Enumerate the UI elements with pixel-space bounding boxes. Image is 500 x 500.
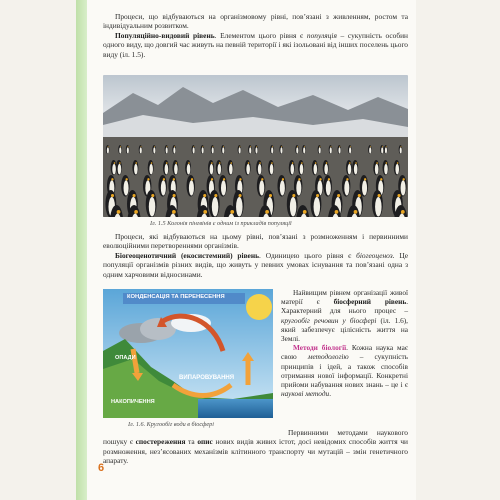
- text-block-top: [103, 12, 408, 59]
- text-block-bottom: [103, 428, 408, 466]
- page-margin-band: [76, 0, 87, 500]
- penguin-illustration: [103, 75, 408, 217]
- diagram-caption: Іл. 1.6. Кругообіг води в біосфері: [128, 421, 214, 428]
- heading-methods-of-biology: Методи біології: [293, 343, 347, 353]
- text-block-right: [281, 288, 408, 398]
- paragraph-population-level: Популяційно-видовий рівень. Елементом цього рівня є популяція – сукупність особин одного виду, що довгий час живуть на певній території і які ізольовані від інших поселень цього виду (іл. 1.5).: [103, 30, 408, 59]
- paragraph-organism-level: Процеси, що відбуваються на організмовому рівні, пов’язані з живленням, ростом та індивідуальним розвитком.: [103, 12, 408, 31]
- term-biogeocenosis: біогеоценоз: [356, 250, 393, 260]
- label-precipitation: ОПАДИ: [115, 355, 136, 361]
- penguin-colony-photo: [103, 75, 408, 217]
- water-cycle-diagram: [103, 289, 273, 418]
- paragraph-population-processes: Процеси, які відбуваються на цьому рівні, пов’язані з розмноженням і первинними еволюційними перетвореннями організмів.: [103, 232, 408, 251]
- term-description: опис: [197, 437, 213, 447]
- paragraph-biogeocenotic-level: Біогеоценотичний (екосистемний) рівень. Одиницею цього рівня є біогеоценоз. Це популяції організмів різних видів, що живуть у певних умовах існування та пов’язані одна з одним харчовими відносинами.: [103, 250, 408, 279]
- label-evaporation: ВИПАРОВУВАННЯ: [179, 375, 235, 381]
- paragraph-biosphere-level: Найвищим рівнем організації живої матерії є біосферний рівень. Характерний для нього процес – кругообіг речовин у біосфері (іл. 1.6), який забезпечує цілісність життя на Землі.: [281, 288, 409, 344]
- term-population-level: Популяційно-видовий рівень: [115, 30, 215, 40]
- term-scientific-methods: наукові методи: [281, 389, 330, 399]
- text-block-middle: [103, 232, 408, 279]
- label-accumulation: НАКОПИЧЕННЯ: [111, 399, 155, 405]
- label-condensation: КОНДЕНСАЦІЯ ТА ПЕРЕНЕСЕННЯ: [127, 294, 225, 300]
- photo-caption: Іл. 1.5 Колонія пінгвінів є одним із прикладів популяції: [150, 220, 292, 227]
- term-observation: спостереження: [135, 437, 186, 447]
- paragraph-primary-methods: Первинними методами наукового пошуку є спостереження та опис нових видів живих істот, досі невідомих способів життя чи розмноження, нез’ясованих механізмів клітинного транспорту чи мутацій – змін генетичного апарату.: [103, 428, 408, 466]
- term-biosphere-level: біосферний рівень: [333, 297, 407, 307]
- paragraph-methods: Методи біології. Кожна наука має свою методологію – сукупність принципів і ідей, а також способів отримання нової інформації. Конкретні прийоми набування нових знань – це і є наукові методи.: [281, 343, 408, 399]
- term-biogeocenotic-level: Біогеоценотичний (екосистемний) рівень: [115, 250, 260, 260]
- page-number: 6: [98, 462, 105, 474]
- term-methodology: методологію: [307, 352, 349, 362]
- term-substance-cycle: кругообіг речовин у біосфері: [281, 315, 377, 325]
- term-population: популяція: [306, 30, 337, 40]
